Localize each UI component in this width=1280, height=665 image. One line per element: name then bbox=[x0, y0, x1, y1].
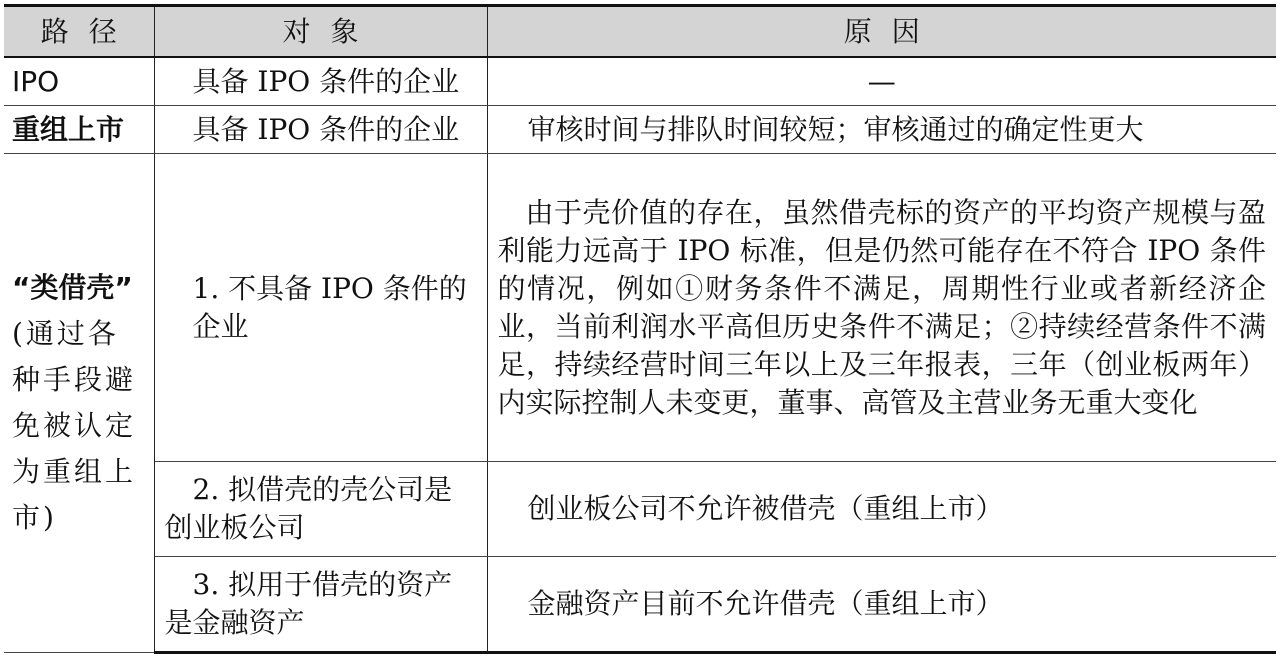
cell-reason-shell-2: 创业板公司不允许被借壳（重组上市） bbox=[487, 462, 1276, 557]
object-text-shell-1: 1. 不具备 IPO 条件的企业 bbox=[192, 271, 467, 343]
reason-text-shell-1: 由于壳价值的存在，虽然借壳标的资产的平均资产规模与盈利能力远高于 IPO 标准，但是仍然可能存在不符合 IPO 条件的情况，例如①财务条件不满足，周期性行业或者新经济企业，当前利润水平高但历史条件不满足；②持续经营条件不满足，持续经营时间三年以上及三年报表，三年（创业板两年）内实际控制人未变更，董事、高管及主营业务无重大变化 bbox=[497, 195, 1266, 419]
cell-reason-shell-1 bbox=[487, 154, 1276, 462]
cell-reason-shell-3: 金融资产目前不允许借壳（重组上市） bbox=[487, 557, 1276, 653]
table-row-shell-1 bbox=[4, 154, 1276, 462]
object-text-shell-3: 3. 拟用于借壳的资产是金融资产 bbox=[164, 568, 453, 639]
comparison-table-container bbox=[4, 4, 1276, 654]
object-text-shell-2: 2. 拟借壳的壳公司是创业板公司 bbox=[164, 473, 453, 544]
path-note-quasi-backdoor: (通过各种手段避免被认定为重组上市) bbox=[12, 317, 137, 534]
table-row-shell-3 bbox=[4, 557, 1276, 653]
cell-path-ipo: IPO bbox=[4, 57, 154, 106]
path-title-quasi-backdoor: “类借壳” bbox=[12, 271, 133, 304]
table-row-shell-2 bbox=[4, 462, 1276, 557]
cell-object-shell-2 bbox=[154, 462, 487, 557]
header-reason: 原因 bbox=[487, 6, 1276, 58]
cell-object-ipo: 具备 IPO 条件的企业 bbox=[154, 57, 487, 106]
cell-reason-restructuring: 审核时间与排队时间较短；审核通过的确定性更大 bbox=[487, 106, 1276, 154]
cell-object-shell-3 bbox=[154, 557, 487, 653]
header-path: 路径 bbox=[4, 6, 154, 58]
listing-path-table bbox=[4, 4, 1276, 654]
cell-path-restructuring: 重组上市 bbox=[4, 106, 154, 154]
table-header-row bbox=[4, 6, 1276, 58]
header-object: 对象 bbox=[154, 6, 487, 58]
table-row-restructuring bbox=[4, 106, 1276, 154]
table-row-ipo bbox=[4, 57, 1276, 106]
cell-object-restructuring: 具备 IPO 条件的企业 bbox=[154, 106, 487, 154]
cell-reason-ipo: — bbox=[487, 57, 1276, 106]
cell-path-quasi-backdoor bbox=[4, 154, 154, 653]
cell-object-shell-1 bbox=[154, 154, 487, 462]
